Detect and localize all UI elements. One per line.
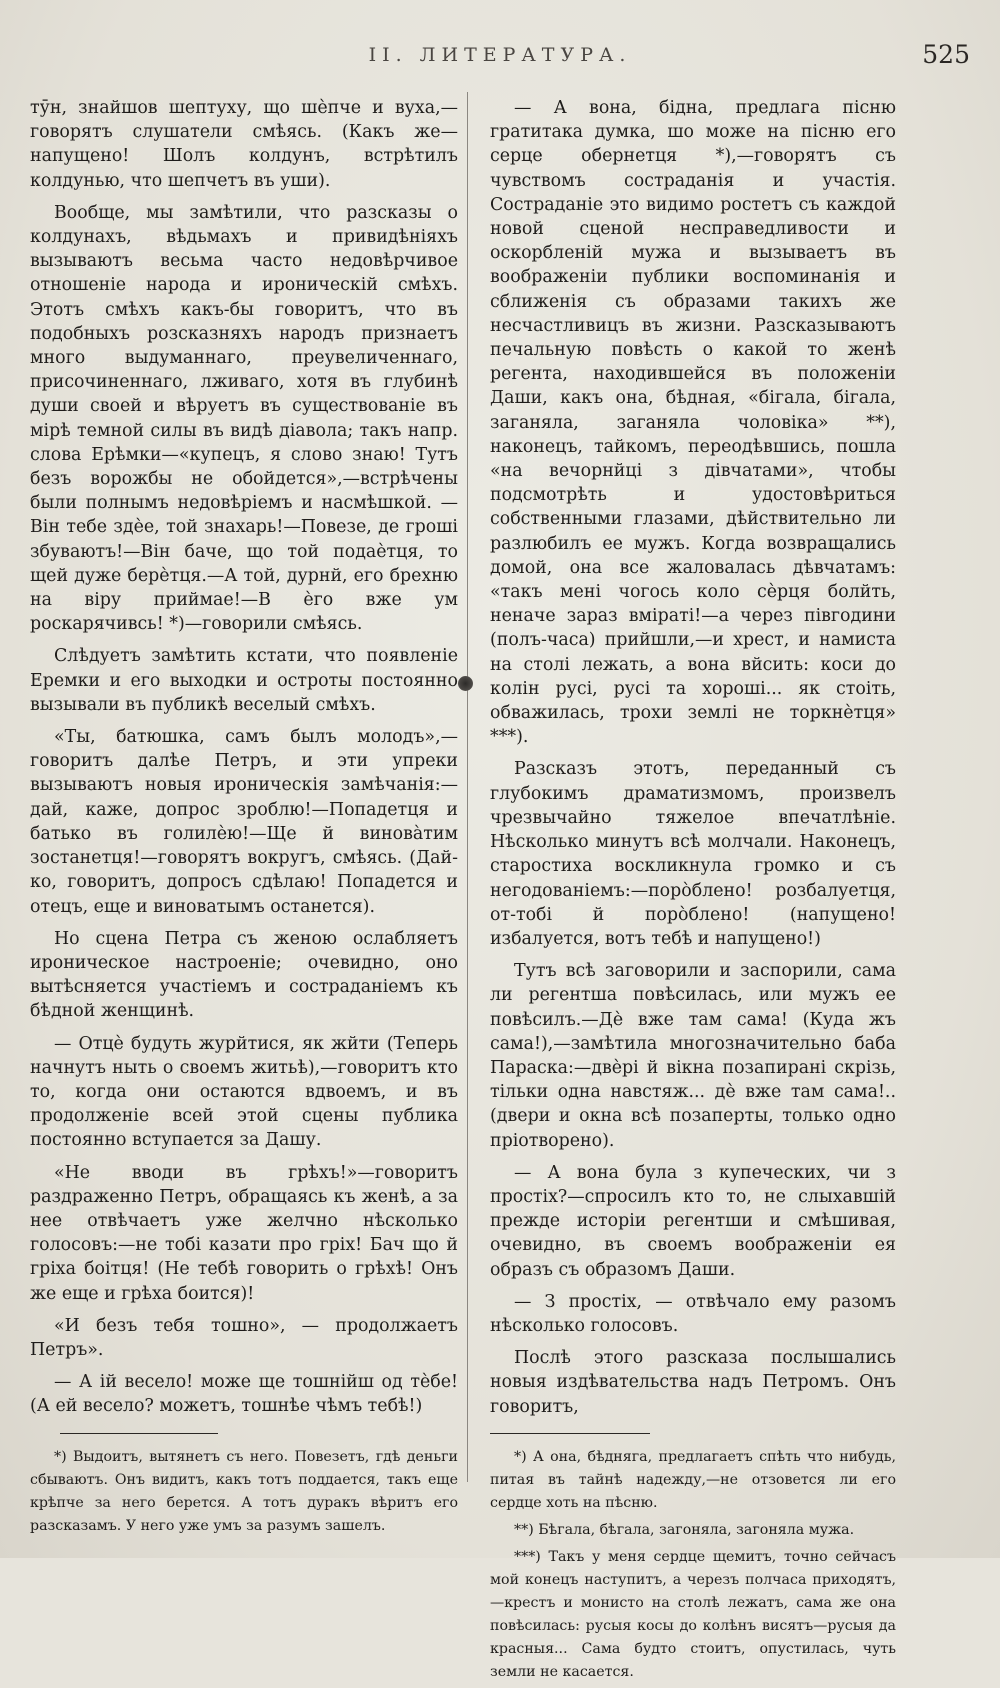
- paragraph: — А вона, бідна, предлага пісню гратитака думка, шо може на пісню его серце обернетця *),—говорятъ съ чувствомъ состраданія и участія. Состраданіе это видимо ростетъ съ каждой новой сценой несправедливости и оскорбленій мужа и вызываетъ въ воображеніи публики воспоминанія и сближенія съ образами такихъ же несчастливицъ въ жизни. Разсказываютъ печальную повѣсть о какой то женѣ регента, находившейся въ положеніи Даши, какъ она, бѣдная, «бігала, бігала, заганяла, заганяла чоловіка» **), наконецъ, тайкомъ, переодѣвшись, пошла «на вечорнйці з дівчатами», чтобы подсмотрѣть и удостовѣриться собственными глазами, дѣйствительно ли разлюбилъ ее мужъ. Когда возвращались домой, она все жаловалась дѣвчатамъ: «такъ мені чогось коло сѐрця болйть, неначе зараз вміраті!—а через півгодини (полъ-часа) прийшли,—и хрест, и намиста на столі лежать, а вона вйсить: коси до колін русі, русі та хорошi... як стоіть, обважилась, трохи землі не торкнѐтця» ***).: [490, 98, 896, 748]
- footnote-rule: [60, 1433, 218, 1434]
- paragraph: Тутъ всѣ заговорили и заспорили, сама ли регентша повѣсилась, или мужъ ее повѣсилъ.—Дѐ вже там сама! (Куда жъ сама!),—замѣтила многозначительно баба Параска:—двѐрі й вікна позапирані скрізь, тільки одна навстяж... дѐ вже там сама!.. (двери и окна всѣ позаперты, только одно пріотворено).: [490, 961, 896, 1151]
- left-column: [30, 96, 458, 1542]
- paragraph: «Не вводи въ грѣхъ!»—говоритъ раздраженно Петръ, обращаясь къ женѣ, а за нее отвѣчаетъ уже желчно нѣсколько голосовъ:—не тобі казати про гріх! Бач що й гріха боітця! (Не тебѣ говорить о грѣхѣ! Онъ же еще и грѣха боится)!: [30, 1162, 458, 1304]
- column-divider: [467, 92, 468, 1482]
- footnote: *) А она, бѣдняга, предлагаетъ спѣть что нибудь, питая въ тайнѣ надежду,—не отзовется ли его сердце хоть на пѣсню.: [490, 1448, 896, 1511]
- paragraph: тӯн, знайшов шептуху, що шѐпче и вуха,—говорятъ слушатели смѣясь. (Какъ же—напущено! Шолъ колдунъ, встрѣтилъ колдунью, что шепчетъ въ уши).: [30, 98, 458, 191]
- page-header: [30, 40, 970, 80]
- paragraph: Слѣдуетъ замѣтить кстати, что появленіе Еремки и его выходки и остроты постоянно вызывали въ публикѣ веселый смѣхъ.: [30, 646, 458, 715]
- paragraph: Разсказъ этотъ, переданный съ глубокимъ драматизмомъ, произвелъ чрезвычайно тяжелое впечатлѣніе. Нѣсколько минутъ всѣ молчали. Наконецъ, старостиха воскликнула громко и съ негодованіемъ:—порòблено! розбалуетця, от-тобі й порòблено! (напущено! избалуется, вотъ тебѣ и напущено!): [490, 759, 896, 949]
- paragraph: Вообще, мы замѣтили, что разсказы о колдунахъ, вѣдьмахъ и привидѣніяхъ вызываютъ весьма часто недовѣрчивое отношеніе народа и ироническій смѣхъ. Этотъ смѣхъ какъ-бы говоритъ, что въ подобныхъ розсказняхъ народъ признаетъ много выдуманнаго, преувеличеннаго, присочиненнаго, лживаго, хотя въ глубинѣ души своей и вѣруетъ въ существованіе въ мірѣ темной силы въ видѣ діавола; такъ напр. слова Ерѣмки—«купецъ, я слово знаю! Тутъ безъ ворожбы не обойдется»,—встрѣчены были полнымъ недовѣріемъ и насмѣшкой. — Він тебе здѐе, той знахарь!—Повезе, де грошi збуваютъ!—Він баче, що той подаѐтця, то щей дуже берѐтця.—А той, дурнй, его брехню на віру приймае!—В ѐго вже ум роскарячивсь! *)—говорили смѣясь.: [30, 202, 458, 635]
- paragraph: — А вона була з купеческих, чи з простіх?—спросилъ кто то, не слыхавшій прежде исторіи регентши и смѣшивая, очевидно, въ своемъ воображеніи ея образъ съ образомъ Даши.: [490, 1162, 896, 1280]
- paragraph: Послѣ этого разсказа послышались новыя издѣвательства надъ Петромъ. Онъ говоритъ,: [490, 1348, 896, 1417]
- paragraph: Но сцена Петра съ женою ослабляетъ ироническое настроеніе; очевидно, оно вытѣсняется участіемъ и состраданіемъ къ бѣдной женщинѣ.: [30, 928, 458, 1022]
- footnote: **) Бѣгала, бѣгала, загоняла, загоняла мужа.: [514, 1521, 855, 1538]
- footnote: *) Выдоитъ, вытянетъ съ него. Повезетъ, гдѣ деньги сбываютъ. Онъ видитъ, какъ тотъ поддается, такъ еще крѣпче за него берется. А тотъ дуракъ вѣритъ его разсказамъ. У него уже умъ за разумъ зашелъ.: [30, 1448, 458, 1534]
- paragraph: «И безъ тебя тошно», — продолжаетъ Петръ».: [30, 1315, 458, 1360]
- footnote-rule: [490, 1433, 650, 1434]
- running-head: II. ЛИТЕРАТУРА.: [368, 44, 632, 66]
- binding-hole: [458, 676, 473, 691]
- right-column: [490, 96, 896, 1688]
- paragraph: — А ій весело! може ще тошнійш од тѐбе! (А ей весело? можетъ, тошнѣе чѣмъ тебѣ!): [30, 1372, 458, 1417]
- paragraph: — З простіх, — отвѣчало ему разомъ нѣсколько голосовъ.: [490, 1291, 896, 1336]
- paragraph: «Ты, батюшка, самъ былъ молодъ»,—говоритъ далѣе Петръ, и эти упреки вызываютъ новыя ироническія замѣчанія:—дай, каже, допрос зроблю!—Попадетця и батько въ голилѐю!—Ще й виновàтим зостанетця!—говорятъ вокругъ, смѣясь. (Дай-ко, говоритъ, допросъ сдѣлаю! Попадется и отецъ, еще и виноватымъ останется).: [30, 727, 458, 917]
- footnote: ***) Такъ у меня сердце щемитъ, точно сейчасъ мой конецъ наступитъ, а черезъ полчаса приходятъ,—крестъ и монисто на столѣ лежатъ, сама же она повѣсилась: русыя косы до колѣнъ висятъ—русыя да красныя... Сама будто стоитъ, опустилась, чуть земли не касается.: [490, 1548, 896, 1680]
- paragraph: — Отцѐ будуть журйтися, як жйти (Теперь начнутъ ныть о своемъ житьѣ),—говоритъ кто то, когда они остаются вдвоемъ, и въ продолженіе всей этой сцены публика постоянно вступается за Дашу.: [30, 1033, 458, 1151]
- page-number: 525: [922, 40, 970, 69]
